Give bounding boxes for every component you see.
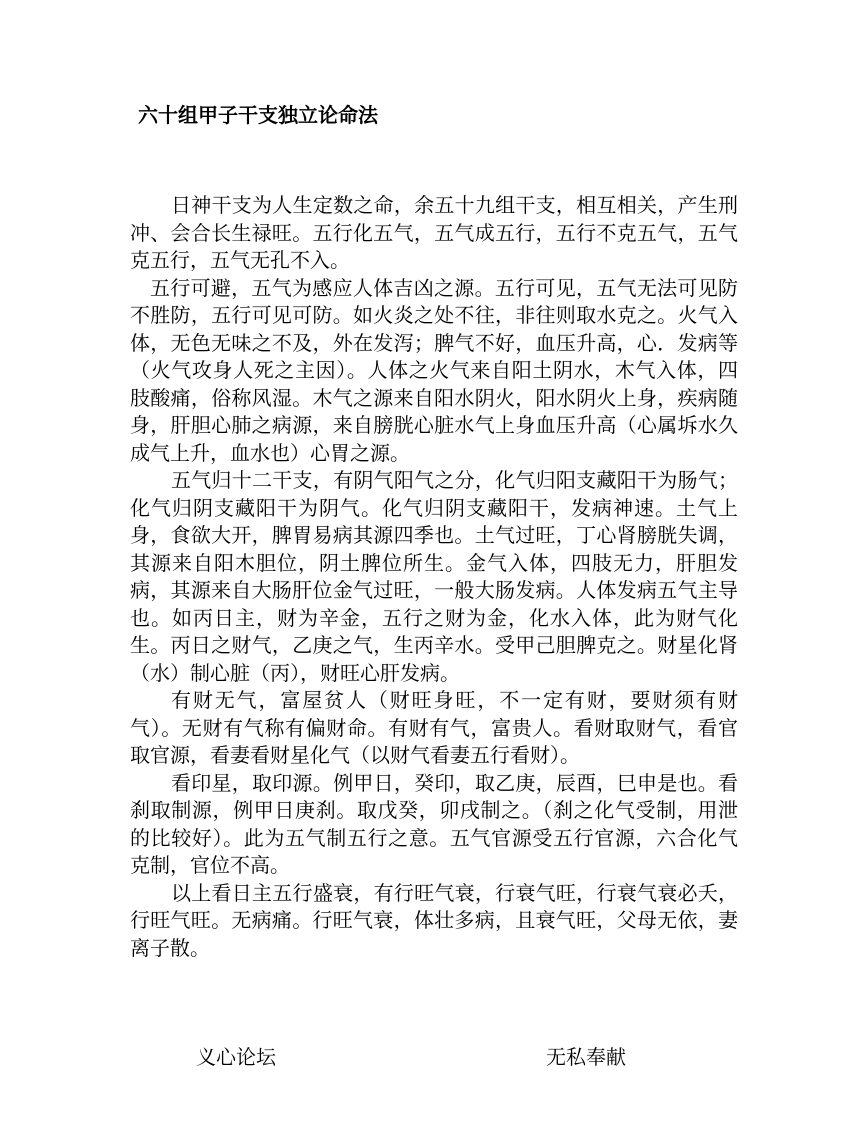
document-body (130, 192, 738, 962)
document-title: 六十组甲子干支独立论命法 (138, 103, 378, 127)
paragraph-1: 日神干支为人生定数之命，余五十九组干支，相互相关，产生刑冲、会合长生禄旺。五行化五气，五气成五行，五行不克五气，五气克五行，五气无孔不入。 (130, 193, 738, 272)
paragraph-5: 看印星，取印源。例甲日，癸印，取乙庚，辰酉，巳申是也。看刹取制源，例甲日庚刹。取戊癸，卯戌制之。（刹之化气受制，用泄的比较好）。此为五气制五行之意。五气官源受五行官源，六合化气克制，官位不高。 (130, 770, 738, 877)
footer-slogan: 无私奉献 (546, 1045, 626, 1069)
paragraph-2: 五行可避，五气为感应人体吉凶之源。五行可见，五气无法可见防不胜防，五行可见可防。如火炎之处不往，非往则取水克之。火气入体，无色无味之不及，外在发泻；脾气不好，血压升高，心．发病等（火气攻身人死之主因）。人体之火气来自阳土阴水，木气入体，四肢酸痛，俗称风湿。木气之源来自阳水阴火，阳水阴火上身，疾病随身，肝胆心肺之病源，来自膀胱心脏水气上身血压升高（心属坼水久成气上升，血水也）心胃之源。 (130, 275, 738, 465)
footer-forum-name: 义心论坛 (196, 1045, 276, 1069)
paragraph-3: 五气归十二干支，有阴气阳气之分，化气归阳支藏阳干为肠气；化气归阴支藏阳干为阴气。化气归阴支藏阳干，发病神速。土气上身，食欲大开，脾胃易病其源四季也。土气过旺，丁心肾膀胱失调，其源来自阳木胆位，阴土脾位所生。金气入体，四肢无力，肝胆发病，其源来自大肠肝位金气过旺，一般大肠发病。人体发病五气主导也。如丙日主，财为辛金，五行之财为金，化水入体，此为财气化生。丙日之财气，乙庚之气，生丙辛水。受甲己胆脾克之。财星化肾（水）制心脏（丙），财旺心肝发病。 (130, 468, 738, 685)
paragraph-6: 以上看日主五行盛衰，有行旺气衰，行衰气旺，行衰气衰必夭，行旺气旺。无病痛。行旺气衰，体壮多病，且衰气旺，父母无依，妻离子散。 (130, 880, 738, 960)
paragraph-4: 有财无气，富屋贫人（财旺身旺，不一定有财，要财须有财气）。无财有气称有偏财命。有财有气，富贵人。看财取财气，看官取官源，看妻看财星化气（以财气看妻五行看财）。 (130, 688, 738, 767)
